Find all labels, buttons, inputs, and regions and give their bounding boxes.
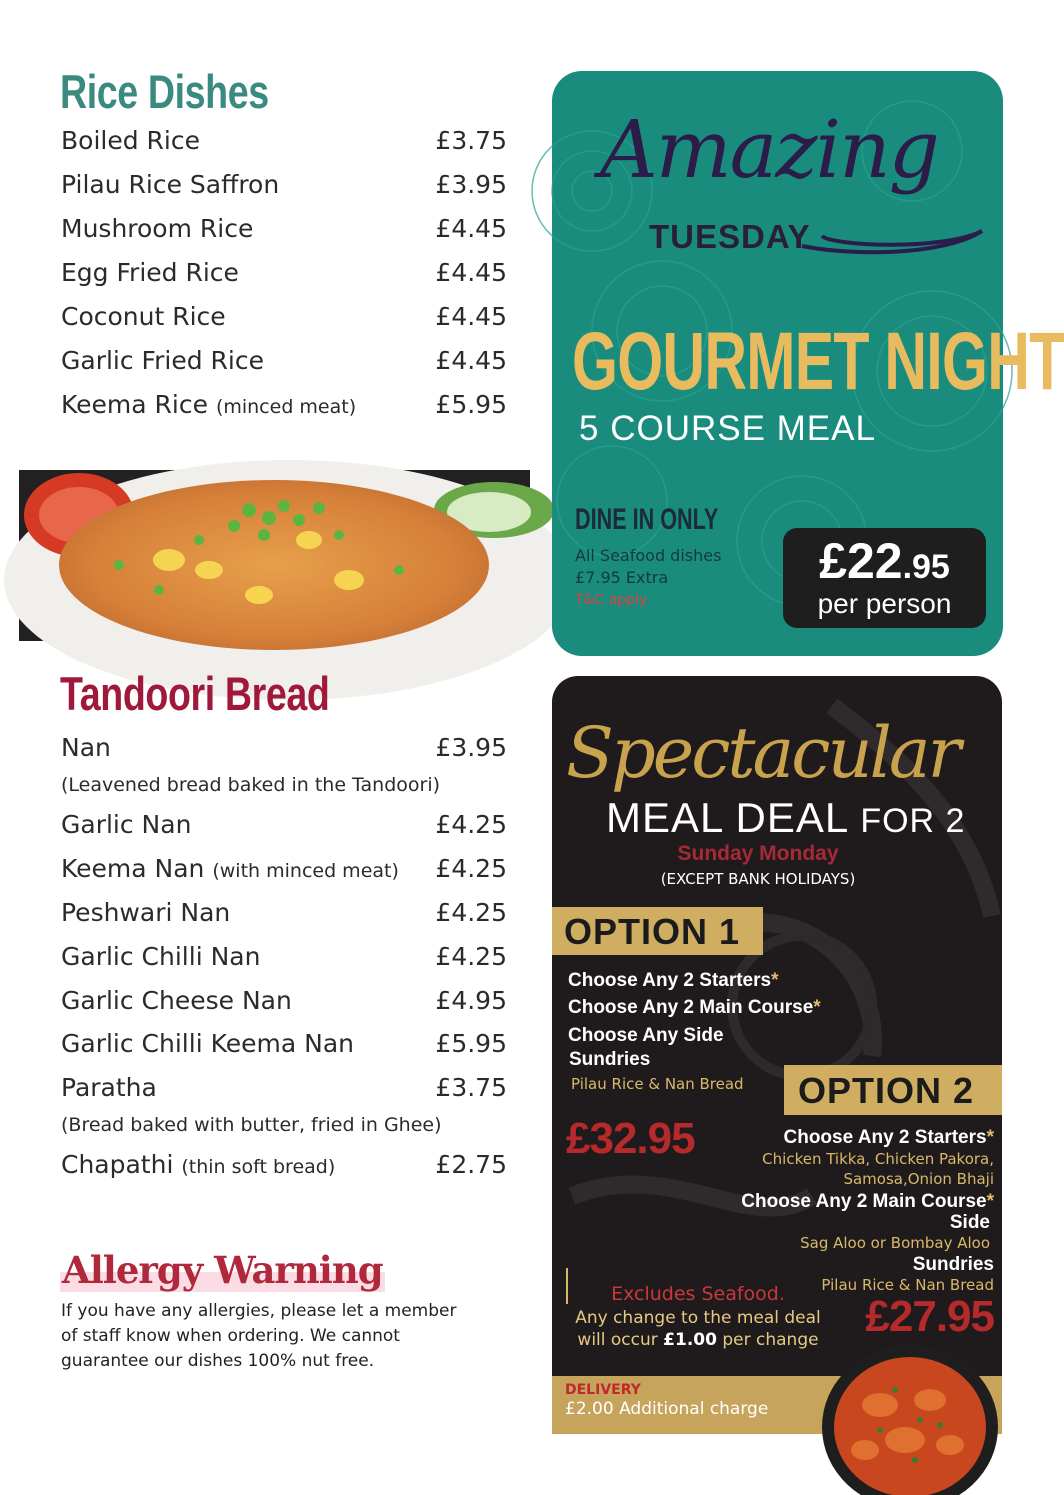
menu-item (61, 854, 507, 894)
tandoori-bread-heading: Tandoori Bread (60, 667, 330, 720)
option-2-sub: Samosa,Onion Bhaji (843, 1170, 994, 1188)
spectacular-script-title: Spectacular (566, 712, 959, 794)
item-price: £4.25 (435, 854, 507, 883)
item-name: Keema Nan (61, 854, 205, 883)
option-1-line (568, 997, 821, 1019)
tuesday-label: TUESDAY (649, 218, 811, 255)
allergy-warning-text: If you have any allergies, please let a member of staff know when ordering. We cannot guarantee our dishes 100% nut free. (61, 1301, 457, 1371)
item-name-with-note (61, 390, 356, 419)
item-name: Coconut Rice (61, 302, 226, 331)
item-name: Paratha (61, 1073, 157, 1102)
curry-bowl-photo (820, 1345, 1000, 1495)
item-name: Garlic Chilli Nan (61, 942, 261, 971)
item-price: £4.45 (435, 214, 507, 243)
option-1-line: Choose Any Side (568, 1025, 724, 1046)
item-price: £4.45 (435, 258, 507, 287)
item-name: Garlic Fried Rice (61, 346, 264, 375)
five-course-meal-subhead: 5 COURSE MEAL (579, 409, 876, 448)
seafood-line: £7.95 Extra (575, 568, 669, 587)
price-value (783, 532, 986, 590)
menu-item (61, 986, 507, 1026)
option-2-line: Side (949, 1212, 990, 1233)
change-fee-amount: £1.00 (663, 1330, 717, 1350)
seafood-line: All Seafood dishes (575, 546, 722, 565)
option-1-line (568, 970, 779, 992)
menu-item (61, 1029, 507, 1069)
option-1-price: £32.95 (566, 1114, 695, 1163)
item-note: (thin soft bread) (181, 1156, 336, 1178)
option-2-line: Sundries (912, 1254, 994, 1275)
asterisk: * (771, 970, 779, 991)
delivery-charge-text: £2.00 Additional charge (565, 1399, 769, 1419)
item-name-with-note (61, 854, 399, 883)
menu-item (61, 1073, 507, 1113)
option-2-line (784, 1127, 995, 1149)
item-description: (Leavened bread baked in the Tandoori) (61, 774, 441, 796)
option-text: Choose Any 2 Main Course (741, 1191, 987, 1212)
item-price: £4.25 (435, 942, 507, 971)
asterisk: * (986, 1127, 994, 1148)
item-price: £3.75 (435, 1073, 507, 1102)
item-name-with-note (61, 1150, 335, 1179)
menu-item (61, 390, 507, 430)
change-note-line (572, 1329, 824, 1351)
menu-item (61, 346, 507, 386)
item-description: (Bread baked with butter, fried in Ghee) (61, 1114, 442, 1136)
item-price: £4.95 (435, 986, 507, 1015)
menu-item (61, 126, 507, 166)
meal-deal-label: MEAL DEAL (606, 794, 848, 841)
fried-rice-photo (19, 470, 530, 641)
price-pounds: £22 (819, 533, 903, 589)
menu-item (61, 898, 507, 938)
item-price: £3.75 (435, 126, 507, 155)
item-price: £5.95 (435, 1029, 507, 1058)
divider (566, 1268, 568, 1304)
option-2-sub: Chicken Tikka, Chicken Pakora, (762, 1150, 994, 1168)
item-name: Garlic Chilli Keema Nan (61, 1029, 354, 1058)
menu-item (61, 942, 507, 982)
seafood-extra-note (575, 545, 721, 611)
dine-in-only-label: DINE IN ONLY (575, 503, 719, 536)
option-2-banner: OPTION 2 (784, 1065, 1002, 1115)
allergy-warning-heading: Allergy Warning (62, 1248, 383, 1292)
option-2-price: £27.95 (865, 1292, 994, 1341)
rice-dishes-heading: Rice Dishes (60, 65, 269, 118)
option-1-banner: OPTION 1 (552, 907, 763, 955)
option-text: Choose Any 2 Starters (568, 970, 772, 991)
menu-item (61, 302, 507, 342)
fried-rice-illustration (19, 470, 530, 641)
menu-item (61, 214, 507, 254)
menu-item (61, 258, 507, 298)
menu-item (61, 810, 507, 850)
item-note: (minced meat) (215, 396, 357, 418)
item-price: £4.45 (435, 302, 507, 331)
change-note-text: per change (716, 1330, 819, 1350)
item-name: Keema Rice (61, 390, 208, 419)
item-name: Chapathi (61, 1150, 174, 1179)
asterisk: * (986, 1191, 994, 1212)
option-text: Choose Any 2 Main Course (568, 997, 814, 1018)
terms-note: T&C apply (575, 592, 648, 608)
item-name: Pilau Rice Saffron (61, 170, 280, 199)
option-1-line: Sundries (569, 1049, 651, 1070)
item-price: £4.25 (435, 810, 507, 839)
except-bank-holidays: (EXCEPT BANK HOLIDAYS) (660, 870, 856, 888)
change-note-text: will occur (577, 1330, 664, 1350)
menu-item (61, 733, 507, 773)
item-price: £4.45 (435, 346, 507, 375)
menu-item (61, 170, 507, 210)
item-name: Nan (61, 733, 111, 762)
item-note: (with minced meat) (212, 860, 399, 882)
change-fee-note (572, 1307, 824, 1351)
asterisk: * (813, 997, 821, 1018)
per-person-label: per person (817, 588, 952, 619)
option-1-sub: Pilau Rice & Nan Bread (571, 1075, 744, 1093)
for-two-label: FOR 2 (860, 802, 966, 840)
option-2-sub: Sag Aloo or Bombay Aloo (800, 1234, 990, 1252)
item-name: Mushroom Rice (61, 214, 254, 243)
per-person-price-box (783, 528, 986, 628)
item-price: £5.95 (435, 390, 507, 419)
item-name: Garlic Cheese Nan (61, 986, 292, 1015)
option-text: Choose Any 2 Starters (783, 1127, 987, 1148)
script-flourish-decoration (792, 211, 992, 261)
item-name: Boiled Rice (61, 126, 200, 155)
item-name: Peshwari Nan (61, 898, 231, 927)
amazing-script-title: Amazing (600, 103, 938, 196)
item-name: Egg Fried Rice (61, 258, 239, 287)
item-price: £4.25 (435, 898, 507, 927)
item-name: Garlic Nan (61, 810, 192, 839)
option-2-line (741, 1191, 994, 1213)
item-price: £3.95 (435, 733, 507, 762)
delivery-title: DELIVERY (565, 1382, 641, 1398)
menu-item (61, 1150, 507, 1190)
tuesday-promo-card (552, 71, 1064, 656)
valid-days: Sunday Monday (677, 842, 839, 865)
meal-deal-promo-card (552, 676, 1002, 1434)
item-price: £2.75 (435, 1150, 507, 1179)
gourmet-night-headline: GOURMET NIGHT (572, 316, 1064, 407)
option-2-sub: Pilau Rice & Nan Bread (821, 1276, 994, 1294)
meal-deal-heading (606, 794, 965, 842)
item-price: £3.95 (435, 170, 507, 199)
price-pence: .95 (902, 548, 950, 586)
excludes-seafood-note: Excludes Seafood. (611, 1283, 785, 1305)
change-note-line: Any change to the meal deal (575, 1308, 821, 1328)
